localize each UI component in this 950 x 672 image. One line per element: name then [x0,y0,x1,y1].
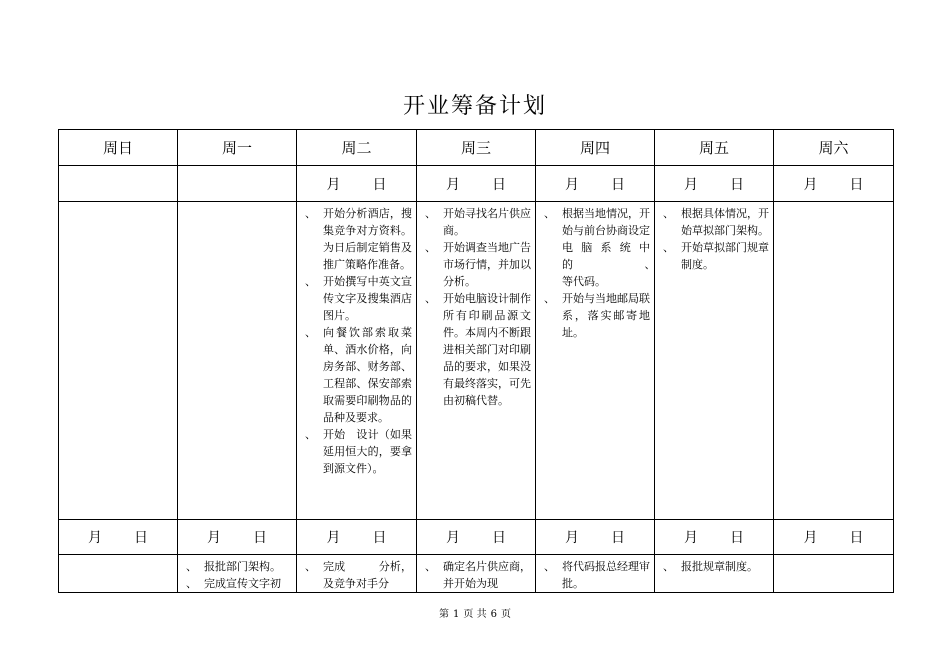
task-item: 、 开始电脑设计制作所有印刷品源文件。本周内不断跟进相关部门对印刷品的要求，如果没有最终落实，可先由初稿代替。 [425,290,531,409]
date-cell [655,166,774,202]
date-cell [774,520,894,555]
task-cell [297,555,417,593]
task-cell [178,555,297,593]
date-cell-empty [59,166,178,202]
task-cell [59,555,178,593]
month-label: 月 [446,176,460,193]
date-cell [417,520,536,555]
day-label: 日 [849,530,864,546]
task-item: 、 开始 设计（如果延用恒大的，要拿到源文件）。 [305,426,412,477]
month-label: 月 [684,176,698,193]
date-cell [536,520,655,555]
day-label: 日 [372,176,387,193]
date-row-week1 [59,166,894,202]
month-label: 月 [803,530,818,546]
day-label: 日 [134,530,148,546]
date-cell [59,520,178,555]
month-label: 月 [565,176,579,193]
month-label: 月 [88,530,102,546]
month-label: 月 [207,530,221,546]
date-cell [655,520,774,555]
footer-prefix: 第 [439,609,450,620]
task-cell [536,202,683,520]
task-row-week2 [59,555,894,593]
month-label: 月 [326,530,341,546]
month-label: 月 [684,530,698,546]
task-item: 、 向餐饮部索取菜单、酒水价格，向房务部、财务部、工程部、保安部索取需要印刷物品的品种及要求。 [305,324,412,426]
task-cell [178,202,297,520]
weekday-header: 周四 [536,130,655,166]
task-item: 、 确定名片供应商，并开始为现 [425,558,531,592]
task-cell [59,202,178,520]
task-item: 、 根据具体情况，开始草拟部门架构。 [663,205,769,239]
day-label: 日 [849,176,864,193]
date-cell-empty [178,166,297,202]
day-label: 日 [611,530,625,546]
day-label: 日 [253,530,267,546]
date-cell [297,166,417,202]
weekday-header: 周一 [178,130,297,166]
month-label: 月 [803,176,818,193]
weekday-header: 周日 [59,130,178,166]
task-cell [536,555,655,593]
task-item: 、 开始分析酒店，搜集竞争对方资料。为日后制定销售及推广策略作准备。 [305,205,412,273]
task-cell [417,555,536,593]
footer-suffix: 页 [500,609,511,620]
month-label: 月 [565,530,579,546]
date-row-week2 [59,520,894,555]
day-label: 日 [730,176,744,193]
date-cell [774,166,894,202]
weekday-header: 周三 [417,130,536,166]
task-row-week1 [59,202,894,520]
date-cell [178,520,297,555]
date-cell [536,166,655,202]
task-item: 、 开始草拟部门规章制度。 [663,239,769,273]
task-cell [417,202,536,520]
weekday-header: 周六 [774,130,894,166]
task-item: 、 报批部门架构。 [186,558,292,575]
day-label: 日 [611,176,625,193]
task-item: 、 开始与当地邮局联系，落实邮寄地址。 [544,290,650,341]
task-item: 、 开始撰写中英文宣传文字及搜集酒店图片。 [305,273,412,324]
page-title: 开业筹备计划 [402,94,547,119]
page-number: 1 [453,609,460,620]
day-label: 日 [492,530,506,546]
task-item: 、 开始寻找名片供应商。 [425,205,531,239]
page-footer [0,605,950,620]
schedule-table [58,129,894,593]
task-cell [655,555,774,593]
day-label: 日 [372,530,387,546]
total-pages: 6 [490,609,497,620]
task-item: 、 开始调查当地广告市场行情，并加以分析。 [425,239,531,290]
task-item: 、 根据当地情况，开始与前台协商设定电脑系统中的 、 等代码。 [544,205,650,290]
task-item: 、 将代码报总经理审批。 [544,558,650,592]
task-cell [774,202,894,520]
month-label: 月 [446,530,460,546]
footer-middle: 页 共 [463,609,487,620]
weekday-header-row [59,130,894,166]
task-item: 、 报批规章制度。 [663,558,769,575]
day-label: 日 [730,530,744,546]
date-cell [417,166,536,202]
date-cell [297,520,417,555]
day-label: 日 [492,176,506,193]
task-cell [774,555,894,593]
weekday-header: 周五 [655,130,774,166]
task-item: 、 完成 分析，及竞争对手分 [305,558,412,592]
task-cell [297,202,417,520]
month-label: 月 [326,176,341,193]
task-cell [655,202,774,520]
task-item: 、 完成宣传文字初 [186,575,292,592]
weekday-header: 周二 [297,130,417,166]
